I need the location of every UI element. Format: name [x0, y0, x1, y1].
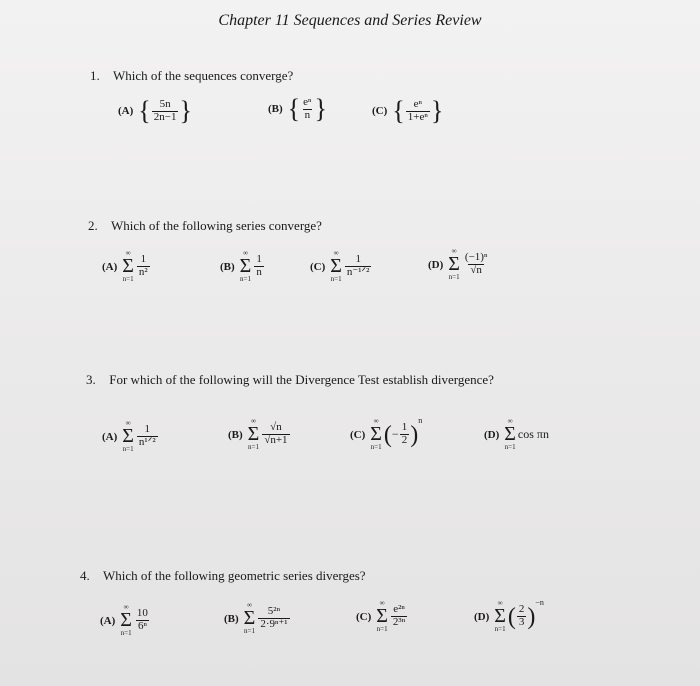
question-1	[90, 68, 293, 84]
sigma-symbol: ∞ Σ n=1	[120, 603, 132, 637]
question-number: 4.	[80, 568, 90, 583]
fraction: $\frac{1}{n}$	[256, 253, 262, 278]
question-4	[80, 568, 366, 584]
q4-option-b: (B) ∞ Σ n=1 $\frac{\text{5²ⁿ}}{\text{2·9ⁿ⁺¹}}$	[224, 601, 288, 635]
sigma-symbol: ∞ Σ n=1	[239, 249, 252, 283]
page-title: Chapter 11 Sequences and Series Review	[218, 12, 482, 29]
question-text: Which of the following geometric series diverges?	[103, 568, 366, 583]
fraction: $\frac{\text{e²ⁿ}}{\text{2³ⁿ}}$	[392, 603, 406, 628]
q3-option-b: (B) ∞ Σ n=1 $\frac{√n}{√n+1}$	[228, 417, 288, 451]
q2-option-b: (B) ∞ Σ n=1 $\frac{1}{n}$	[220, 249, 262, 283]
q1-option-b: (B) { $\frac{\text{eⁿ}}{n}$ }	[268, 93, 327, 124]
question-number: 1.	[90, 68, 100, 83]
fraction: $\frac{\text{eⁿ}}{\text{1+eⁿ}}$	[407, 97, 428, 123]
q4-option-a: (A) ∞ Σ n=1 $\frac{10}{\text{6ⁿ}}$	[100, 603, 148, 637]
fraction: $\frac{1}{\text{n¹ᐟ²}}$	[138, 423, 156, 448]
fraction: $\frac{1}{\text{n²}}$	[138, 253, 148, 278]
sigma-symbol: ∞ Σ n=1	[243, 601, 256, 635]
fraction: $\frac{1}{\text{n⁻¹ᐟ²}}$	[346, 253, 370, 278]
q2-option-a: (A) ∞ Σ n=1 $\frac{1}{\text{n²}}$	[102, 249, 148, 283]
fraction: $\frac{2}{3}$	[518, 603, 525, 628]
q2-option-d: (D) ∞ Σ n=1 $\frac{\text{(−1)ⁿ}}{√n}$	[428, 247, 488, 281]
sigma-symbol: ∞ Σ n=1	[504, 417, 516, 451]
question-text: Which of the sequences converge?	[113, 68, 294, 83]
fraction: $\frac{\text{(−1)ⁿ}}{√n}$	[464, 251, 488, 276]
q3-option-d: (D) ∞ Σ n=1 cos πn	[484, 417, 549, 451]
question-text: Which of the following series converge?	[111, 218, 322, 233]
q4-option-d: (D) ∞ Σ n=1 ( $\frac{2}{3}$ ) −n	[474, 598, 544, 633]
fraction: $\frac{\text{eⁿ}}{n}$	[303, 95, 312, 121]
fraction: $\frac{√n}{√n+1}$	[264, 421, 288, 446]
q2-option-c: (C) ∞ Σ n=1 $\frac{1}{\text{n⁻¹ᐟ²}}$	[310, 249, 370, 283]
question-text: For which of the following will the Divergence Test establish divergence?	[109, 372, 494, 387]
sigma-symbol: ∞ Σ n=1	[370, 417, 382, 451]
sigma-symbol: ∞ Σ n=1	[494, 599, 506, 633]
sigma-symbol: ∞ Σ n=1	[122, 419, 134, 453]
sigma-symbol: ∞ Σ n=1	[330, 249, 342, 283]
fraction: $\frac{10}{\text{6ⁿ}}$	[136, 607, 148, 632]
sigma-symbol: ∞ Σ n=1	[122, 249, 134, 283]
sigma-symbol: ∞ Σ n=1	[448, 247, 460, 281]
q1-option-c: (C) { $\frac{\text{eⁿ}}{\text{1+eⁿ}}$ }	[372, 95, 444, 126]
q3-option-c: (C) ∞ Σ n=1 ( − $\frac{1}{2}$ ) n	[350, 416, 423, 451]
fraction: $\frac{5n}{2n-1}$	[153, 97, 177, 123]
question-3	[86, 372, 494, 388]
fraction: $\frac{1}{2}$	[401, 421, 408, 446]
q1-option-a: (A) { $\frac{5n}{2n-1}$ }	[118, 95, 192, 126]
q3-option-a: (A) ∞ Σ n=1 $\frac{1}{\text{n¹ᐟ²}}$	[102, 419, 156, 453]
question-2	[88, 218, 322, 234]
question-number: 3.	[86, 372, 96, 387]
sigma-symbol: ∞ Σ n=1	[376, 599, 388, 633]
question-number: 2.	[88, 218, 98, 233]
fraction: $\frac{\text{5²ⁿ}}{\text{2·9ⁿ⁺¹}}$	[260, 605, 288, 630]
q4-option-c: (C) ∞ Σ n=1 $\frac{\text{e²ⁿ}}{\text{2³ⁿ}}$	[356, 599, 406, 633]
sigma-symbol: ∞ Σ n=1	[247, 417, 260, 451]
